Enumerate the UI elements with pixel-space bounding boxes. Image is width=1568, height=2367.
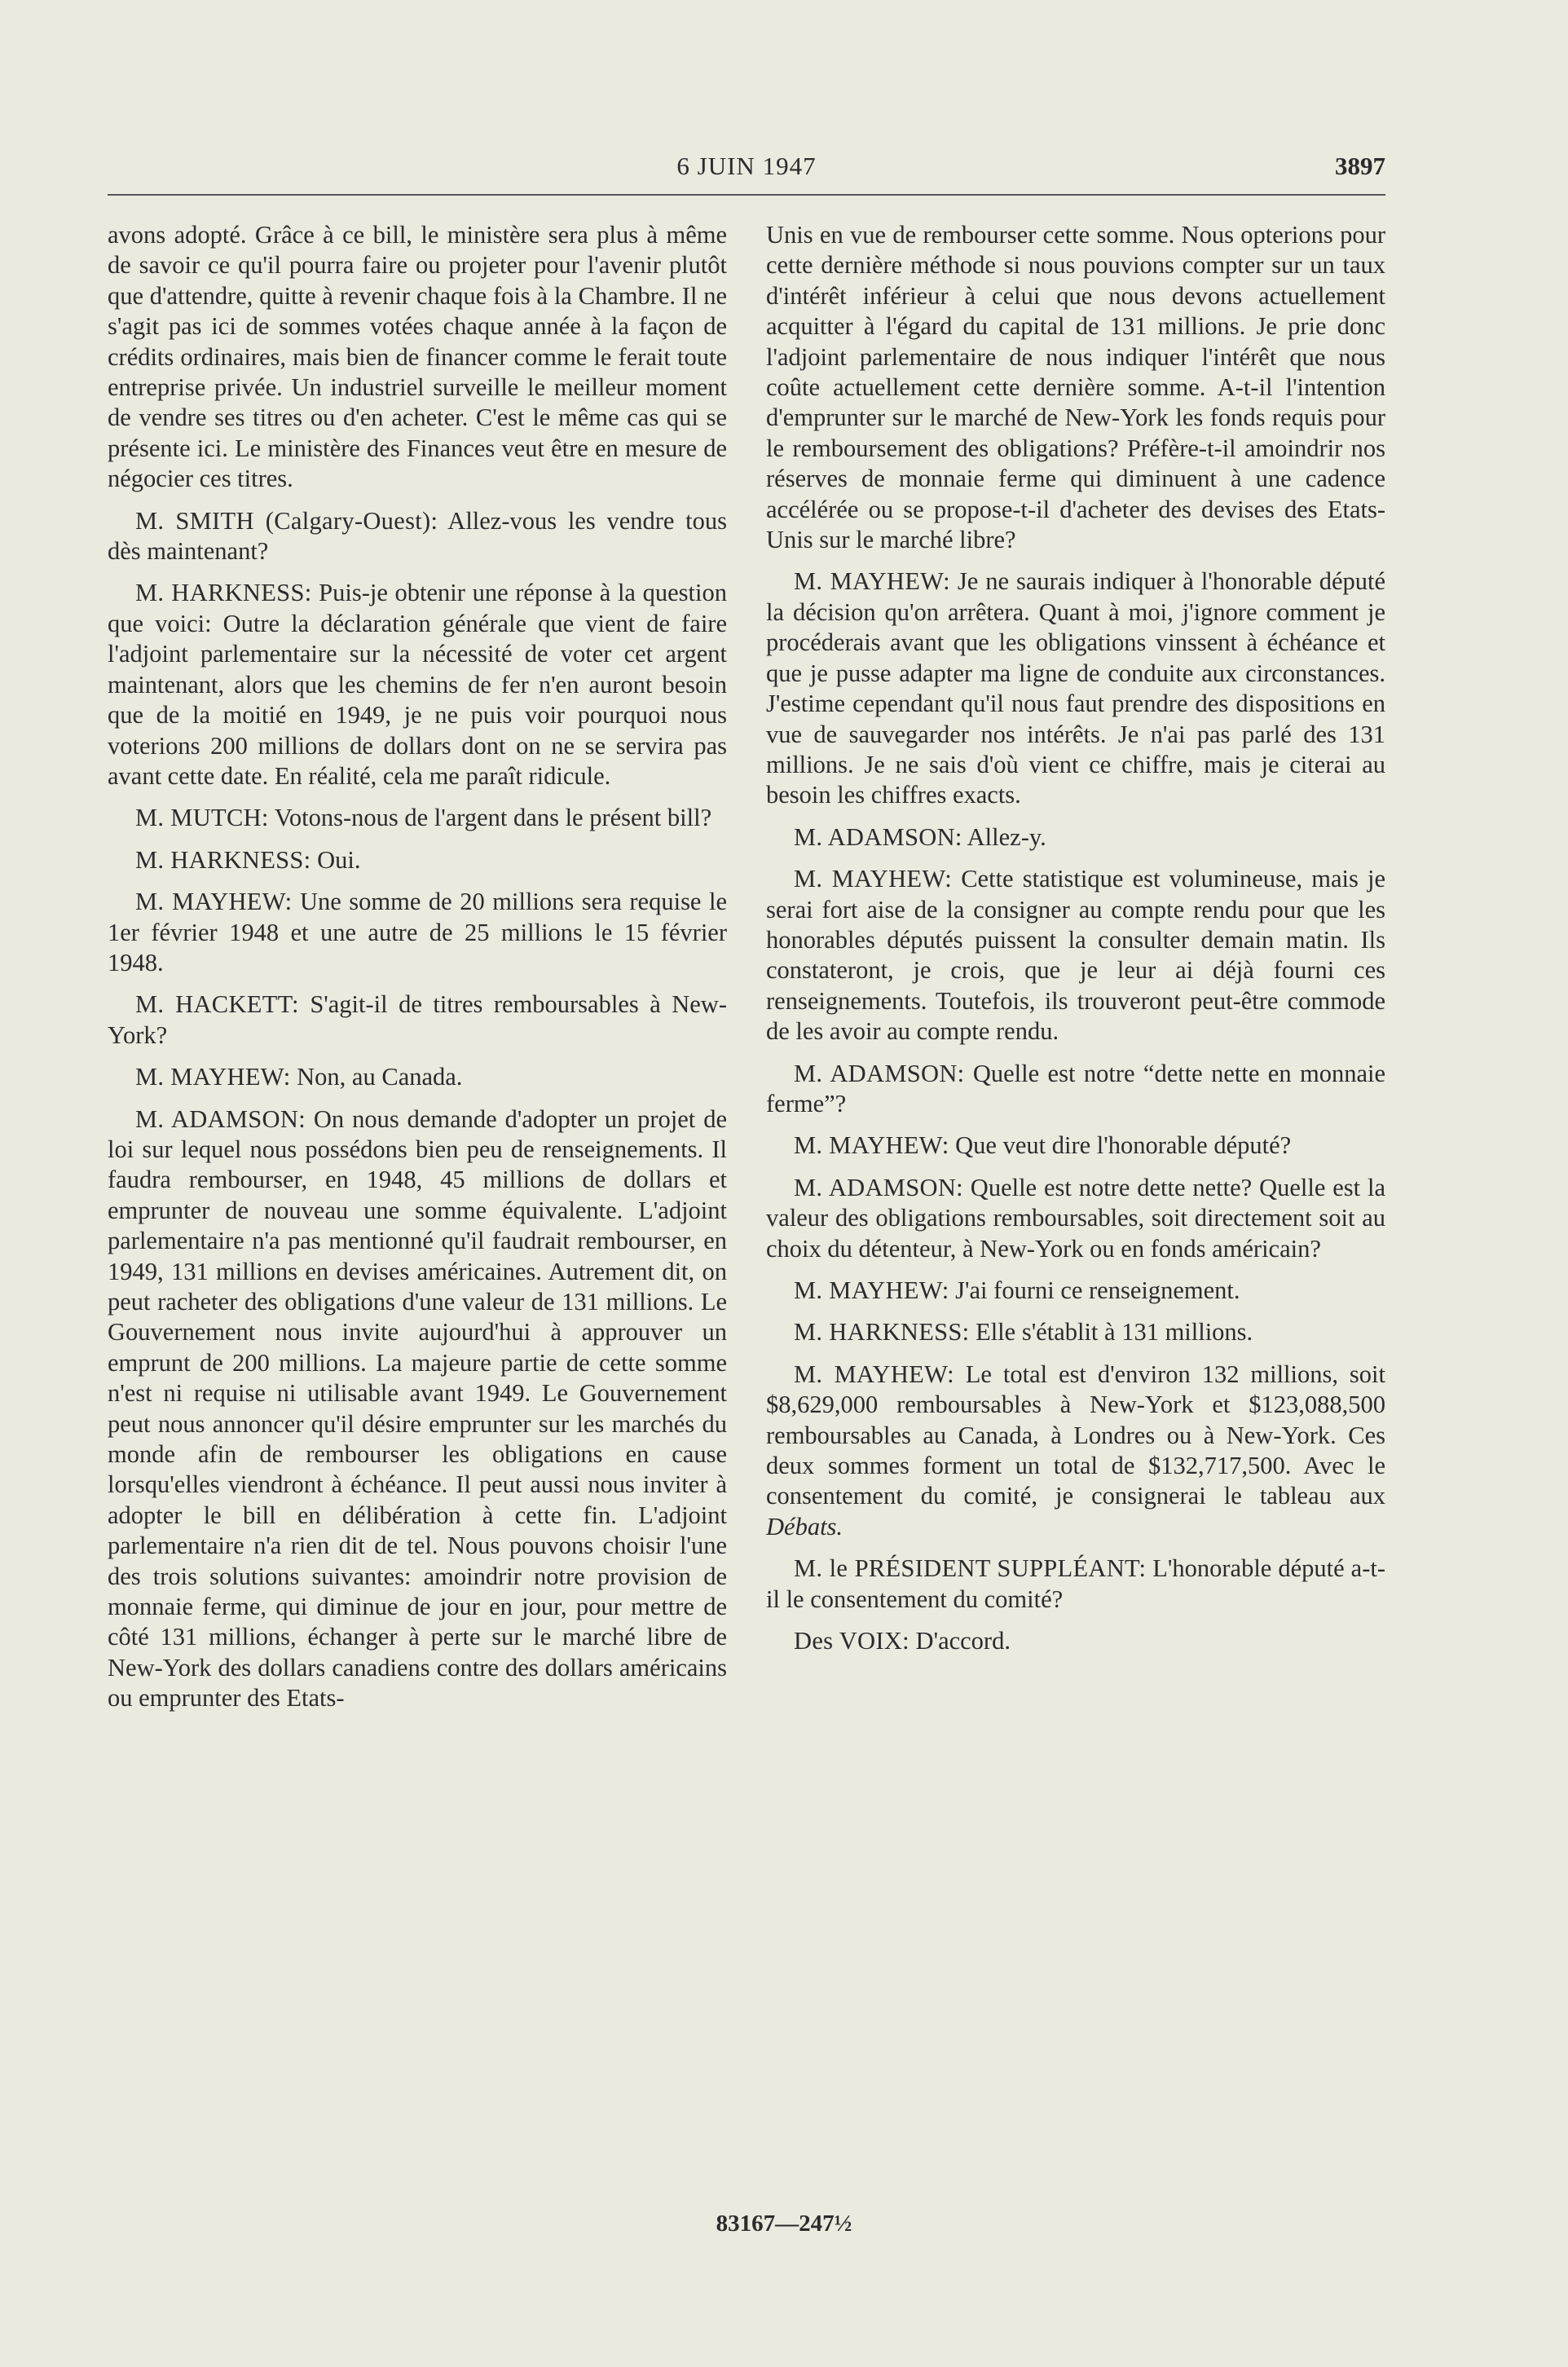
page-number: 3897 (1335, 152, 1385, 180)
speaker-name: M. ADAMSON: (794, 1059, 965, 1087)
speaker-name: M. MAYHEW: (135, 888, 293, 916)
paragraph-text: Non, au Canada. (297, 1063, 463, 1091)
paragraph (108, 803, 727, 833)
speaker-name: M. MAYHEW: (135, 1063, 291, 1091)
paragraph (766, 220, 1385, 555)
paragraph-text: D'accord. (915, 1627, 1011, 1655)
paragraph-text: Allez-vous les vendre tous dès maintenant? (108, 506, 727, 566)
paragraph (766, 1626, 1385, 1656)
paragraph-text: Quelle est notre dette nette? Quelle est la valeur des obligations remboursables, soit directement soit au choix du détenteur, à New-York ou en fonds américain? (766, 1173, 1385, 1263)
paragraph (108, 1062, 727, 1092)
speaker-name: M. MAYHEW: (794, 1131, 949, 1160)
speaker-name: M. ADAMSON: (794, 1173, 963, 1201)
paragraph-text: Je ne saurais indiquer à l'honorable député la décision qu'on arrêtera. Quant à moi, j'ignore comment je procéderais avant que les obligations vinssent à échéance et que je pusse adapter ma ligne de conduite aux circonstances. J'estime cependant qu'il nous faut prendre des dispositions en vue de sauvegarder nos intérêts. Je n'ai pas parlé des 131 millions. Je ne sais d'où vient ce chiffre, mais je citerai au besoin les chiffres exacts. (766, 567, 1386, 809)
paragraph-text: Quelle est notre “dette nette en monnaie ferme”? (766, 1059, 1385, 1117)
speaker-name: M. SMITH (Calgary-Ouest): (135, 506, 438, 535)
paragraph-text: On nous demande d'adopter un projet de loi sur lequel nous possédons bien peu de renseignements. Il faudra rembourser, en 1948, 45 millions de dollars et emprunter de nouveau une somme équivalente. L'adjoint parlementaire n'a pas mentionné qu'il faudrait rembourser, en 1949, 131 millions en devises américaines. Autrement dit, on peut racheter des obligations d'une valeur de 131 millions. Le Gouvernement nous invite aujourd'hui à approuver un emprunt de 200 millions. La majeure partie de cette somme n'est ni requise ni utilisable avant 1949. Le Gouvernement peut nous annoncer qu'il désire emprunter sur les marchés du monde afin de rembourser les obligations en cause lorsqu'elles viendront à échéance. Il peut aussi nous inviter à adopter le bill en délibération à cette fin. L'adjoint parlementaire n'a rien dit de tel. Nous pouvons choisir l'une des trois solutions suivantes: amoindrir notre provision de monnaie ferme, qui diminue de jour en jour, pour mettre de côté 131 millions, échanger à perte sur le marché libre de New-York des dollars canadiens contre des dollars américains ou emprunter des Etats- (108, 1104, 727, 1712)
paragraph-text: Cette statistique est volumineuse, mais je serai fort aise de la consigner au compte rendu pour que les honorables députés puissent la consulter demain matin. Ils constateront, je crois, que je leur ai déjà fourni ces renseignements. Toutefois, ils trouveront peut-être commode de les avoir au compte rendu. (766, 865, 1386, 1046)
paragraph (108, 578, 727, 791)
paragraph-text: Elle s'établit à 131 millions. (976, 1318, 1253, 1347)
speaker-name: Des VOIX: (794, 1627, 910, 1655)
paragraph-text: J'ai fourni ce renseignement. (955, 1276, 1240, 1304)
paragraph-text: Que veut dire l'honorable député? (955, 1131, 1292, 1160)
paragraph (766, 1173, 1385, 1264)
header-date: 6 JUIN 1947 (676, 152, 817, 180)
speaker-name: M. MUTCH: (135, 804, 269, 832)
page-header (108, 152, 1385, 187)
speaker-name: M. HARKNESS: (135, 845, 311, 874)
paragraph-text: Le total est d'environ 132 millions, soit $8,629,000 remboursables à New-York et $123,088,500 remboursables au Canada, à Londres ou à New-York. Ces deux sommes forment un total de $132,717,500. Avec le consentement du comité, je consignerai le tableau aux (766, 1360, 1385, 1510)
footer-code: 83167—247½ (716, 2211, 852, 2237)
paragraph-text: L'honorable député a-t-il le consentement du comité? (766, 1554, 1385, 1613)
paragraph (108, 887, 727, 978)
paragraph (766, 1360, 1385, 1542)
paragraph (766, 566, 1385, 810)
paragraph-text: Une somme de 20 millions sera requise le 1er février 1948 et une autre de 25 millions le 15 février 1948. (108, 888, 728, 976)
paragraph (108, 220, 727, 495)
paragraph (766, 1554, 1385, 1615)
paragraph-text: S'agit-il de titres remboursables à New-York? (108, 990, 727, 1049)
paragraph (766, 822, 1385, 853)
paragraph-text: Allez-y. (967, 822, 1046, 851)
speaker-name: M. MAYHEW: (794, 567, 950, 596)
speaker-name: M. ADAMSON: (135, 1104, 306, 1133)
header-rule (108, 194, 1385, 196)
paragraph (766, 1059, 1385, 1120)
paragraph (108, 845, 727, 875)
paragraph (108, 1104, 727, 1714)
paragraph (766, 1276, 1385, 1306)
speaker-name: M. le PRÉSIDENT SUPPLÉANT: (794, 1554, 1147, 1583)
speaker-name: M. MAYHEW: (794, 1360, 954, 1388)
emphasis-text: Débats. (766, 1512, 843, 1541)
paragraph-text: Oui. (317, 845, 361, 874)
paragraph (766, 1317, 1385, 1347)
paragraph (766, 1131, 1385, 1161)
speaker-name: M. HARKNESS: (794, 1318, 970, 1347)
paragraph-text: Puis-je obtenir une réponse à la question que voici: Outre la déclaration générale que vient de faire l'adjoint parlementaire sur la nécessité de voter cet argent maintenant, alors que les chemins de fer n'en auront besoin que de la moitié en 1949, je ne puis voir pourquoi nous voterions 200 millions de dollars dont on ne se servira pas avant cette date. En réalité, cela me paraît ridicule. (108, 579, 727, 790)
speaker-name: M. MAYHEW: (794, 1276, 949, 1304)
paragraph (766, 864, 1385, 1047)
left-column (108, 220, 727, 1726)
speaker-name: M. ADAMSON: (794, 822, 962, 851)
paragraph (108, 506, 727, 567)
speaker-name: M. HACKETT: (135, 990, 299, 1019)
paragraph-text: Votons-nous de l'argent dans le présent bill? (274, 804, 712, 832)
speaker-name: M. MAYHEW: (794, 865, 953, 893)
paragraph-text: Unis en vue de rembourser cette somme. Nous opterions pour cette dernière méthode si nous pouvions compter sur un taux d'intérêt inférieur à celui que nous devons actuellement acquitter à l'égard du capital de 131 millions. Je prie donc l'adjoint parlementaire de nous indiquer l'intérêt que nous coûte actuellement cette dernière somme. A-t-il l'intention d'emprunter sur le marché de New-York les fonds requis pour le remboursement des obligations? Préfère-t-il amoindrir nos réserves de monnaie ferme qui diminuent à une cadence accélérée ou se propose-t-il d'acheter des devises des Etats-Unis sur le marché libre? (766, 221, 1385, 554)
paragraph-text: avons adopté. Grâce à ce bill, le ministère sera plus à même de savoir ce qu'il pourra faire ou projeter pour l'avenir plutôt que d'attendre, quitte à revenir chaque fois à la Chambre. Il ne s'agit pas ici de sommes votées chaque année à la façon de crédits ordinaires, mais bien de financer comme le ferait toute entreprise privée. Un industriel surveille le meilleur moment de vendre ses titres ou d'en acheter. C'est le même cas qui se présente ici. Le ministère des Finances veut être en mesure de négocier ces titres. (108, 221, 727, 493)
paragraph (108, 990, 727, 1051)
right-column (766, 220, 1385, 1668)
speaker-name: M. HARKNESS: (135, 579, 312, 607)
